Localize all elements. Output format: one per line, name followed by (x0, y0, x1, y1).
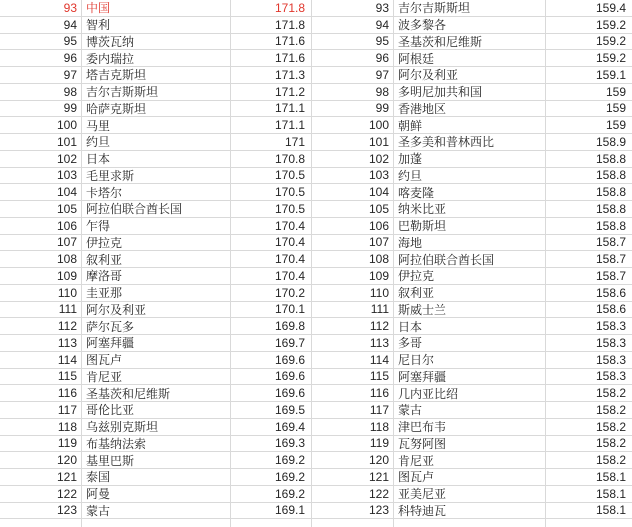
country-cell[interactable]: 乌兹别克斯坦 (86, 420, 159, 435)
value-cell[interactable]: 159.4 (595, 0, 626, 15)
country-cell[interactable]: 几内亚比绍 (398, 386, 459, 401)
rank-cell[interactable]: 93 (375, 0, 389, 15)
country-cell[interactable]: 约旦 (398, 168, 423, 183)
value-cell[interactable]: 159.2 (595, 51, 626, 66)
table-row (0, 335, 311, 352)
country-cell[interactable]: 叙利亚 (398, 286, 435, 301)
rank-cell[interactable]: 117 (369, 402, 389, 417)
country-cell[interactable]: 阿曼 (86, 487, 111, 502)
table-row (311, 50, 632, 67)
rank-cell[interactable]: 99 (375, 101, 389, 116)
table-row (0, 151, 311, 168)
table-row (311, 486, 632, 503)
value-cell[interactable]: 170.2 (274, 285, 305, 300)
country-cell[interactable]: 尼日尔 (398, 353, 435, 368)
ranking-table-right (311, 0, 632, 519)
country-cell[interactable]: 肯尼亚 (86, 369, 123, 384)
table-row (0, 369, 311, 386)
table-row (0, 419, 311, 436)
value-cell[interactable]: 169.1 (274, 503, 305, 518)
table-row (311, 352, 632, 369)
rank-cell[interactable]: 95 (63, 34, 77, 49)
value-cell[interactable]: 170.5 (274, 201, 305, 216)
table-row (0, 469, 311, 486)
rank-cell[interactable]: 111 (370, 302, 389, 317)
value-cell[interactable]: 159.1 (595, 67, 626, 82)
value-cell[interactable]: 169.2 (274, 469, 305, 484)
table-row (311, 0, 632, 17)
table-row (311, 419, 632, 436)
rank-cell[interactable]: 104 (368, 185, 389, 200)
table-row (0, 251, 311, 268)
value-cell[interactable]: 171.6 (274, 51, 305, 66)
country-cell[interactable]: 图瓦卢 (86, 353, 123, 368)
value-cell[interactable]: 171.2 (274, 84, 305, 99)
country-cell[interactable]: 阿塞拜疆 (86, 336, 135, 351)
country-cell[interactable]: 中国 (86, 1, 111, 16)
value-cell[interactable]: 170.4 (274, 235, 305, 250)
value-cell[interactable]: 158.9 (595, 134, 626, 149)
table-row (0, 101, 311, 118)
value-cell[interactable]: 170.8 (274, 151, 305, 166)
value-cell[interactable]: 159 (605, 84, 626, 99)
country-cell[interactable]: 海地 (398, 235, 423, 250)
value-cell[interactable]: 169.6 (274, 386, 305, 401)
value-cell[interactable]: 158.7 (595, 268, 626, 283)
value-cell[interactable]: 158.8 (595, 151, 626, 166)
rank-cell[interactable]: 97 (63, 67, 77, 82)
table-row (311, 251, 632, 268)
value-cell[interactable]: 169.5 (274, 402, 305, 417)
table-row (311, 17, 632, 34)
value-cell[interactable]: 158.2 (595, 386, 626, 401)
rank-cell[interactable]: 102 (56, 151, 77, 166)
table-row (311, 101, 632, 118)
value-cell[interactable]: 169.7 (274, 335, 305, 350)
country-cell[interactable]: 圭亚那 (86, 286, 123, 301)
country-cell[interactable]: 乍得 (86, 219, 111, 234)
table-row (311, 151, 632, 168)
rank-cell[interactable]: 106 (368, 218, 389, 233)
country-cell[interactable]: 多哥 (398, 336, 423, 351)
rank-cell[interactable]: 105 (368, 201, 389, 216)
table-row (311, 318, 632, 335)
table-row (0, 318, 311, 335)
rank-cell[interactable]: 100 (56, 118, 77, 133)
value-cell[interactable]: 171.3 (274, 67, 305, 82)
rank-cell[interactable]: 121 (368, 469, 389, 484)
value-cell[interactable]: 169.3 (274, 436, 305, 451)
value-cell[interactable]: 159 (605, 101, 626, 116)
rank-cell[interactable]: 96 (375, 51, 389, 66)
country-cell[interactable]: 基里巴斯 (86, 453, 135, 468)
table-row (0, 17, 311, 34)
table-row (0, 34, 311, 51)
value-cell[interactable]: 169.2 (274, 486, 305, 501)
rank-cell[interactable]: 107 (368, 235, 389, 250)
table-row (311, 168, 632, 185)
rank-cell[interactable]: 109 (368, 268, 389, 283)
value-cell[interactable]: 170.4 (274, 252, 305, 267)
country-cell[interactable]: 津巴布韦 (398, 420, 447, 435)
country-cell[interactable]: 斯威士兰 (398, 302, 447, 317)
value-cell[interactable]: 158.1 (595, 486, 626, 501)
rank-cell[interactable]: 121 (56, 469, 77, 484)
country-cell[interactable]: 约旦 (86, 135, 111, 150)
country-cell[interactable]: 肯尼亚 (398, 453, 435, 468)
country-cell[interactable]: 科特迪瓦 (398, 503, 447, 518)
rank-cell[interactable]: 120 (368, 453, 389, 468)
country-cell[interactable]: 泰国 (86, 470, 111, 485)
country-cell[interactable]: 圣基茨和尼维斯 (398, 34, 483, 49)
country-cell[interactable]: 塔吉克斯坦 (86, 68, 147, 83)
value-cell[interactable]: 171.6 (274, 34, 305, 49)
rank-cell[interactable]: 118 (369, 419, 389, 434)
country-cell[interactable]: 圣基茨和尼维斯 (86, 386, 171, 401)
rank-cell[interactable]: 116 (369, 386, 389, 401)
value-cell[interactable]: 158.2 (595, 419, 626, 434)
table-row (311, 436, 632, 453)
country-cell[interactable]: 多明尼加共和国 (398, 85, 483, 100)
value-cell[interactable]: 158.7 (595, 252, 626, 267)
country-cell[interactable]: 阿尔及利亚 (398, 68, 459, 83)
country-cell[interactable]: 蒙古 (86, 503, 111, 518)
table-row (0, 503, 311, 520)
table-row (311, 335, 632, 352)
table-row (311, 218, 632, 235)
rank-cell[interactable]: 123 (56, 503, 77, 518)
country-cell[interactable]: 圣多美和普林西比 (398, 135, 495, 150)
table-row (311, 134, 632, 151)
country-cell[interactable]: 日本 (86, 152, 111, 167)
value-cell[interactable]: 158.8 (595, 185, 626, 200)
rank-cell[interactable]: 102 (368, 151, 389, 166)
value-cell[interactable]: 158.3 (595, 335, 626, 350)
rank-cell[interactable]: 107 (56, 235, 77, 250)
country-cell[interactable]: 智利 (86, 18, 111, 33)
value-cell[interactable]: 170.4 (274, 268, 305, 283)
country-cell[interactable]: 布基纳法索 (86, 436, 147, 451)
rank-cell[interactable]: 98 (63, 84, 77, 99)
rank-cell[interactable]: 94 (63, 17, 77, 32)
value-cell[interactable]: 170.5 (274, 185, 305, 200)
table-row (311, 285, 632, 302)
rank-cell[interactable]: 99 (63, 101, 77, 116)
rank-cell[interactable]: 117 (57, 402, 77, 417)
table-row (0, 168, 311, 185)
rank-cell[interactable]: 116 (57, 386, 77, 401)
table-row (0, 352, 311, 369)
rank-cell[interactable]: 108 (368, 252, 389, 267)
value-cell[interactable]: 158.3 (595, 369, 626, 384)
country-cell[interactable]: 阿尔及利亚 (86, 302, 147, 317)
country-cell[interactable]: 图瓦卢 (398, 470, 435, 485)
table-row (0, 268, 311, 285)
table-row (311, 84, 632, 101)
rank-cell[interactable]: 119 (369, 436, 389, 451)
value-cell[interactable]: 170.1 (274, 302, 305, 317)
table-row (0, 486, 311, 503)
rank-cell[interactable]: 101 (368, 134, 389, 149)
country-cell[interactable]: 毛里求斯 (86, 168, 135, 183)
table-row (0, 402, 311, 419)
rank-cell[interactable]: 110 (369, 285, 389, 300)
table-row (0, 184, 311, 201)
rank-cell[interactable]: 95 (375, 34, 389, 49)
rank-cell[interactable]: 112 (57, 319, 77, 334)
country-cell[interactable]: 委内瑞拉 (86, 51, 135, 66)
value-cell[interactable]: 158.1 (595, 503, 626, 518)
rank-cell[interactable]: 105 (56, 201, 77, 216)
table-row (311, 369, 632, 386)
rank-cell[interactable]: 115 (369, 369, 389, 384)
value-cell[interactable]: 158.2 (595, 402, 626, 417)
table-row (311, 385, 632, 402)
table-row (311, 452, 632, 469)
country-cell[interactable]: 萨尔瓦多 (86, 319, 135, 334)
value-cell[interactable]: 169.4 (274, 419, 305, 434)
table-row (0, 50, 311, 67)
table-row (0, 0, 311, 17)
country-cell[interactable]: 瓦努阿图 (398, 436, 447, 451)
rank-cell[interactable]: 122 (56, 486, 77, 501)
country-cell[interactable]: 香港地区 (398, 101, 447, 116)
table-row (0, 385, 311, 402)
table-row (0, 134, 311, 151)
rank-cell[interactable]: 120 (56, 453, 77, 468)
value-cell[interactable]: 171.8 (274, 0, 305, 15)
country-cell[interactable]: 喀麦隆 (398, 185, 435, 200)
rank-cell[interactable]: 113 (57, 335, 77, 350)
rank-cell[interactable]: 113 (369, 335, 389, 350)
value-cell[interactable]: 159.2 (595, 17, 626, 32)
country-cell[interactable]: 伊拉克 (86, 235, 123, 250)
value-cell[interactable]: 171.8 (274, 17, 305, 32)
value-cell[interactable]: 158.8 (595, 201, 626, 216)
value-cell[interactable]: 158.1 (595, 469, 626, 484)
country-cell[interactable]: 卡塔尔 (86, 185, 123, 200)
value-cell[interactable]: 158.6 (595, 302, 626, 317)
table-row (311, 503, 632, 520)
table-row (311, 469, 632, 486)
rank-cell[interactable]: 101 (56, 134, 77, 149)
value-cell[interactable]: 159 (605, 118, 626, 133)
country-cell[interactable]: 纳米比亚 (398, 202, 447, 217)
value-cell[interactable]: 169.8 (274, 319, 305, 334)
table-row (0, 302, 311, 319)
table-row (0, 436, 311, 453)
rank-cell[interactable]: 98 (375, 84, 389, 99)
country-cell[interactable]: 日本 (398, 319, 423, 334)
rank-cell[interactable]: 93 (63, 0, 77, 15)
rank-cell[interactable]: 115 (57, 369, 77, 384)
country-cell[interactable]: 波多黎各 (398, 18, 447, 33)
value-cell[interactable]: 159.2 (595, 34, 626, 49)
country-cell[interactable]: 叙利亚 (86, 252, 123, 267)
table-row (0, 452, 311, 469)
table-row (0, 235, 311, 252)
rank-cell[interactable]: 103 (56, 168, 77, 183)
rank-cell[interactable]: 118 (57, 419, 77, 434)
table-row (0, 218, 311, 235)
country-cell[interactable]: 阿根廷 (398, 51, 435, 66)
table-row (311, 402, 632, 419)
table-row (0, 285, 311, 302)
country-cell[interactable]: 吉尔吉斯斯坦 (86, 85, 159, 100)
value-cell[interactable]: 171.1 (274, 118, 305, 133)
rank-cell[interactable]: 114 (369, 352, 389, 367)
value-cell[interactable]: 169.6 (274, 352, 305, 367)
table-row (311, 117, 632, 134)
rank-cell[interactable]: 104 (56, 185, 77, 200)
value-cell[interactable]: 158.2 (595, 453, 626, 468)
rank-cell[interactable]: 112 (369, 319, 389, 334)
country-cell[interactable]: 伊拉克 (398, 269, 435, 284)
country-cell[interactable]: 巴勒斯坦 (398, 219, 447, 234)
table-row (311, 302, 632, 319)
rank-cell[interactable]: 114 (57, 352, 77, 367)
value-cell[interactable]: 158.7 (595, 235, 626, 250)
value-cell[interactable]: 158.8 (595, 168, 626, 183)
value-cell[interactable]: 171.1 (274, 101, 305, 116)
rank-cell[interactable]: 110 (57, 285, 77, 300)
country-cell[interactable]: 吉尔吉斯斯坦 (398, 1, 471, 16)
country-cell[interactable]: 加蓬 (398, 152, 423, 167)
rank-cell[interactable]: 111 (58, 302, 77, 317)
country-cell[interactable]: 哥伦比亚 (86, 403, 135, 418)
rank-cell[interactable]: 103 (368, 168, 389, 183)
rank-cell[interactable]: 109 (56, 268, 77, 283)
rank-cell[interactable]: 96 (63, 51, 77, 66)
value-cell[interactable]: 158.3 (595, 319, 626, 334)
value-cell[interactable]: 158.3 (595, 352, 626, 367)
rank-cell[interactable]: 94 (375, 17, 389, 32)
rank-cell[interactable]: 97 (375, 67, 389, 82)
table-row (311, 184, 632, 201)
country-cell[interactable]: 摩洛哥 (86, 269, 123, 284)
country-cell[interactable]: 阿拉伯联合酋长国 (398, 252, 495, 267)
country-cell[interactable]: 阿塞拜疆 (398, 369, 447, 384)
country-cell[interactable]: 哈萨克斯坦 (86, 101, 147, 116)
country-cell[interactable]: 博茨瓦纳 (86, 34, 135, 49)
rank-cell[interactable]: 108 (56, 252, 77, 267)
rank-cell[interactable]: 122 (368, 486, 389, 501)
value-cell[interactable]: 169.2 (274, 453, 305, 468)
table-row (311, 268, 632, 285)
value-cell[interactable]: 169.6 (274, 369, 305, 384)
table-row (311, 34, 632, 51)
rank-cell[interactable]: 106 (56, 218, 77, 233)
value-cell[interactable]: 158.8 (595, 218, 626, 233)
value-cell[interactable]: 158.6 (595, 285, 626, 300)
table-row (0, 201, 311, 218)
country-cell[interactable]: 阿拉伯联合酋长国 (86, 202, 183, 217)
table-row (0, 67, 311, 84)
value-cell[interactable]: 170.5 (274, 168, 305, 183)
value-cell[interactable]: 170.4 (274, 218, 305, 233)
table-row (311, 67, 632, 84)
ranking-table-left (0, 0, 311, 519)
country-cell[interactable]: 蒙古 (398, 403, 423, 418)
country-cell[interactable]: 朝鲜 (398, 118, 423, 133)
table-row (0, 84, 311, 101)
table-row (311, 201, 632, 218)
rank-cell[interactable]: 119 (57, 436, 77, 451)
country-cell[interactable]: 马里 (86, 118, 111, 133)
rank-cell[interactable]: 100 (368, 118, 389, 133)
table-row (0, 117, 311, 134)
rank-cell[interactable]: 123 (368, 503, 389, 518)
value-cell[interactable]: 158.2 (595, 436, 626, 451)
table-row (311, 235, 632, 252)
value-cell[interactable]: 171 (284, 134, 305, 149)
country-cell[interactable]: 亚美尼亚 (398, 487, 447, 502)
